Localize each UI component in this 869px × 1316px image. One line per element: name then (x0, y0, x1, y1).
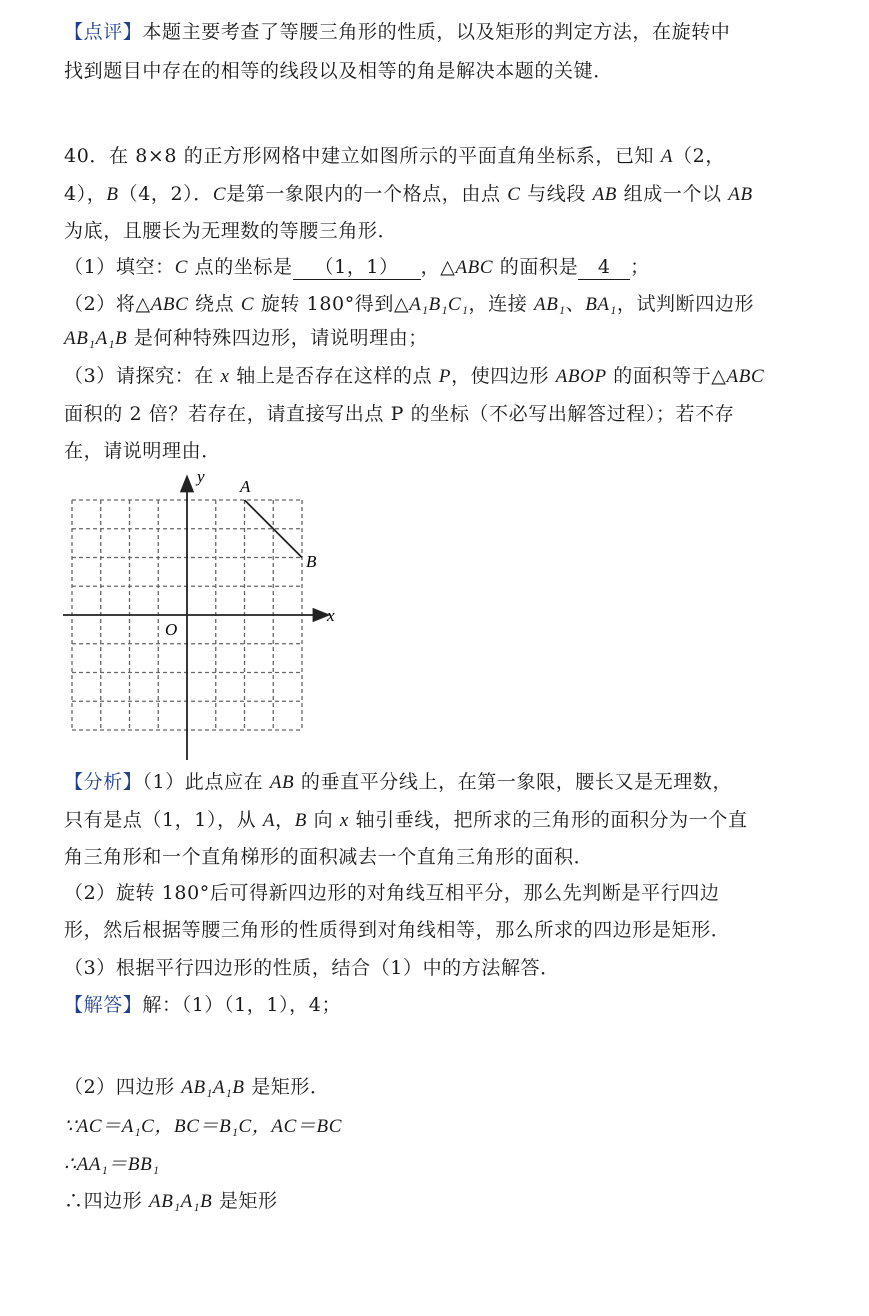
answer-blank-coordinate: （1，1） (293, 255, 421, 280)
point-p-label: P (438, 366, 452, 387)
answer-tag: 【解答】 (64, 994, 143, 1016)
analysis-line-6 (64, 954, 560, 982)
answer-blank-area: 4 (578, 255, 630, 280)
solution-text: 是矩形． (244, 1076, 330, 1098)
question-text: 在，请说明理由． (64, 440, 221, 462)
coordinate-grid-figure (55, 468, 355, 763)
problem-line-1 (64, 142, 725, 171)
quadrilateral-label: AB₁A₁B (64, 328, 128, 349)
analysis-text: 向 (306, 809, 340, 831)
problem-line-3 (64, 217, 397, 245)
question-3-cont-2 (64, 437, 221, 465)
solution-text: 是矩形 (212, 1190, 278, 1212)
x-axis-label: x (339, 810, 349, 831)
solution-line-1 (64, 1073, 330, 1102)
question-text: ，使四边形 (451, 365, 556, 387)
solution-text: （2）四边形 (64, 1076, 182, 1098)
quadrilateral-label: ABOP (555, 366, 607, 387)
quadrilateral-label: AB₁A₁B (149, 1191, 213, 1212)
question-text: ，试判断四边形 (616, 293, 755, 315)
comment-text-2: 找到题目中存在的相等的线段以及相等的角是解决本题的关键． (64, 60, 613, 82)
problem-number: 40． (64, 145, 109, 167)
question-text: （1）填空： (64, 256, 175, 278)
solution-math: ∴AA₁＝BB₁ (64, 1154, 160, 1175)
question-1 (64, 253, 650, 282)
analysis-text: 形，然后根据等腰三角形的性质得到对角线相等，那么所求的四边形是矩形． (64, 919, 731, 941)
question-2-cont (64, 324, 428, 353)
analysis-text: （3）根据平行四边形的性质，结合（1）中的方法解答． (64, 957, 560, 979)
analysis-text: 的垂直平分线上，在第一象限，腰长又是无理数， (294, 771, 733, 793)
answer-line-1 (64, 991, 341, 1019)
analysis-line-4 (64, 879, 720, 907)
solution-text: ∴四边形 (64, 1190, 150, 1212)
point-c-label: C (212, 184, 227, 205)
point-b-label: B (294, 810, 307, 831)
segment-label: BA₁ (585, 294, 617, 315)
point-c-label: C (174, 257, 188, 278)
solution-line-2 (64, 1112, 342, 1141)
triangle-a1b1c1-label: A₁B₁C₁ (409, 294, 469, 315)
triangle-abc-label: ABC (150, 294, 189, 315)
question-text: （3）请探究：在 (64, 365, 221, 387)
question-text: ，△ (420, 256, 456, 278)
question-text: 的面积等于△ (606, 365, 727, 387)
question-text: 的面积是 (493, 256, 579, 278)
x-axis-label: x (327, 606, 335, 625)
problem-text: （4，2）． (118, 183, 213, 205)
comment-tag: 【点评】 (64, 21, 143, 43)
analysis-line-1 (64, 768, 732, 797)
problem-text: （2， (673, 145, 725, 167)
triangle-abc-label: ABC (726, 366, 765, 387)
segment-ab-label: AB (592, 184, 618, 205)
question-text: ，连接 (468, 293, 534, 315)
problem-text: 4）， (64, 183, 107, 205)
point-b-label: B (106, 184, 119, 205)
point-a-label: A (660, 146, 674, 167)
comment-text-1: 本题主要考查了等腰三角形的性质，以及矩形的判定方法，在旋转中 (142, 21, 731, 43)
question-text: 旋转 180°得到△ (254, 293, 410, 315)
point-b-label: B (306, 552, 317, 571)
analysis-text: （1）此点应在 (142, 771, 270, 793)
problem-text: 是第一象限内的一个格点，由点 (226, 183, 508, 205)
point-c-label: C (507, 184, 521, 205)
analysis-text: 角三角形和一个直角梯形的面积减去一个直角三角形的面积． (64, 846, 594, 868)
analysis-line-3 (64, 843, 593, 871)
x-axis-label: x (220, 366, 230, 387)
analysis-line-2 (64, 806, 748, 835)
comment-line-2 (64, 57, 613, 85)
solution-math: ∵AC＝A₁C，BC＝B₁C，AC＝BC (64, 1116, 342, 1137)
question-3-cont-1 (64, 400, 734, 428)
problem-text: 与线段 (520, 183, 593, 205)
question-text: 是何种特殊四边形，请说明理由； (127, 327, 428, 349)
analysis-text: 轴引垂线，把所求的三角形的面积分为一个直 (348, 809, 748, 831)
solution-line-3 (64, 1150, 160, 1179)
question-text: （2）将△ (64, 293, 151, 315)
question-3 (64, 362, 764, 391)
triangle-abc-label: ABC (455, 257, 494, 278)
question-text: 面积的 2 倍？若存在，请直接写出点 P 的坐标（不必写出解答过程）；若不存 (64, 403, 735, 425)
point-a-label: A (262, 810, 276, 831)
problem-text: 在 8×8 的正方形网格中建立如图所示的平面直角坐标系，已知 (108, 145, 661, 167)
analysis-text: ， (275, 809, 295, 831)
segment-ab-label: AB (269, 772, 295, 793)
question-text: 轴上是否存在这样的点 (229, 365, 439, 387)
problem-text: 组成一个以 (617, 183, 729, 205)
question-2 (64, 290, 754, 319)
segment-label: AB₁ (533, 294, 566, 315)
y-axis-label: y (197, 468, 205, 486)
analysis-text: 只有是点（1，1），从 (64, 809, 263, 831)
analysis-line-5 (64, 916, 730, 944)
question-text: ； (630, 256, 650, 278)
origin-label: O (165, 620, 178, 639)
question-text: 点的坐标是 (187, 256, 293, 278)
comment-line-1 (64, 18, 730, 46)
solution-line-4 (64, 1187, 278, 1216)
question-text: 绕点 (188, 293, 241, 315)
answer-text: 解：（1）（1，1），4； (142, 994, 342, 1016)
problem-line-2 (64, 180, 753, 209)
question-text: 、 (565, 293, 586, 315)
analysis-text: （2）旋转 180°后可得新四边形的对角线互相平分，那么先判断是平行四边 (64, 882, 720, 904)
quadrilateral-label: AB₁A₁B (181, 1077, 245, 1098)
analysis-tag: 【分析】 (64, 771, 143, 793)
segment-ab-label: AB (728, 184, 753, 205)
problem-text: 为底，且腰长为无理数的等腰三角形． (64, 220, 398, 242)
point-c-label: C (240, 294, 255, 315)
point-a-label: A (240, 477, 251, 496)
